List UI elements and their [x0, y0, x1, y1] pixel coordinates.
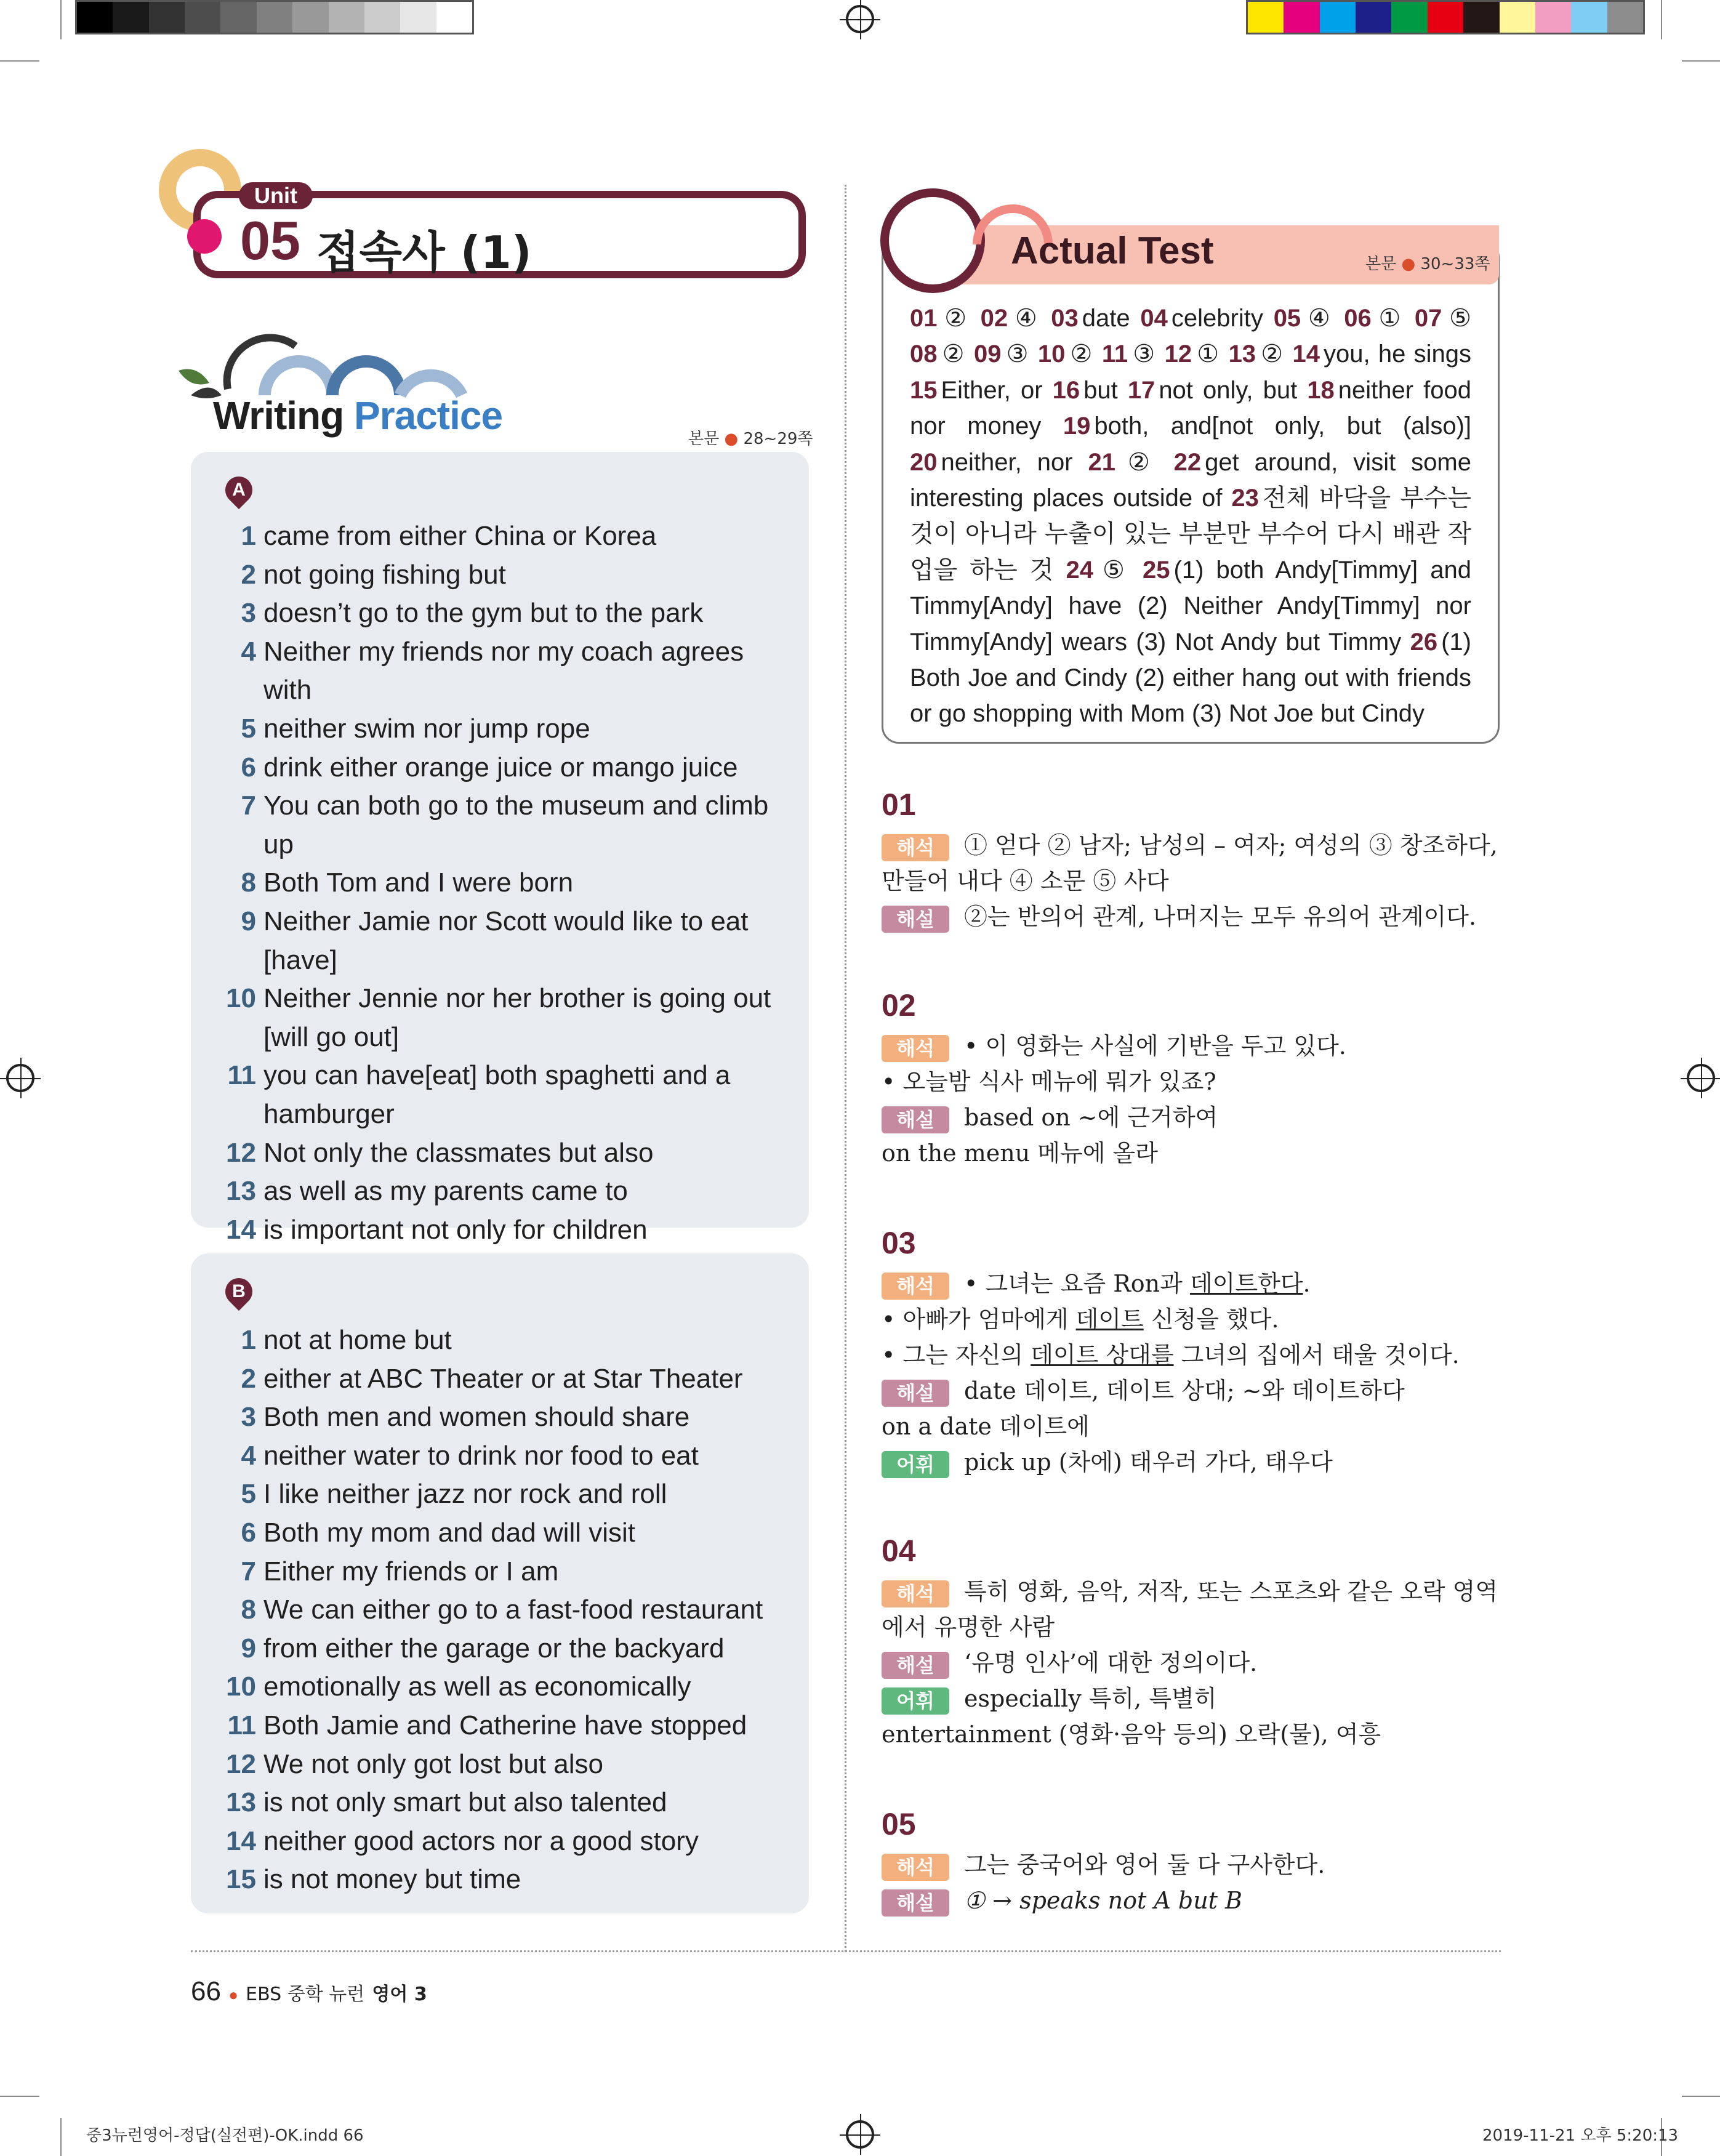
ref-pages: 28~29쪽 — [743, 430, 813, 448]
q02-haeseol-2: on the menu 메뉴에 올라 — [882, 1140, 1158, 1167]
item-number: 9 — [241, 906, 256, 936]
answer-item — [910, 377, 1043, 404]
haeseok-tag: 해석 — [882, 834, 949, 861]
answer-value: ③ — [1131, 340, 1157, 368]
item-text: from either the garage or the backyard — [263, 1633, 725, 1663]
answer-value: ④ — [1011, 305, 1041, 332]
color-swatch — [436, 2, 472, 33]
answer-number: 12 — [1164, 340, 1192, 368]
list-item — [191, 594, 809, 633]
item-text: Not only the classmates but also — [263, 1137, 654, 1168]
bullet-dot-icon: ● — [724, 430, 739, 448]
item-text: We can either go to a fast-food restaurant — [263, 1595, 763, 1625]
answer-item — [1063, 412, 1471, 440]
answer-number: 11 — [1101, 340, 1128, 368]
footer-divider — [191, 1950, 1501, 1952]
list-item — [191, 1630, 809, 1668]
answer-value: but — [1083, 376, 1118, 404]
item-text: Neither my friends nor my coach agrees with — [263, 636, 744, 706]
haeseok-tag: 해석 — [882, 1854, 949, 1881]
item-number: 1 — [241, 521, 256, 551]
list-item — [191, 903, 809, 979]
color-swatch — [1571, 2, 1607, 33]
answer-number: 08 — [910, 340, 938, 368]
haeseok-tag: 해석 — [882, 1273, 949, 1300]
answer-item — [1140, 305, 1263, 332]
item-text: is not money but time — [263, 1864, 521, 1895]
process-color-bar — [1246, 0, 1645, 34]
answer-item — [910, 305, 970, 332]
answer-item — [1344, 305, 1404, 332]
registration-mark-icon — [846, 2120, 874, 2149]
item-text: Neither Jennie nor her brother is going out [will go out] — [263, 983, 771, 1052]
answer-value: ① — [1375, 305, 1405, 332]
q03-haeseok: 해석 • 그녀는 요즘 Ron과 데이트한다. — [882, 1266, 1500, 1301]
answer-item — [981, 305, 1041, 332]
q03-haeseol: 해설 date 데이트, 데이트 상대; ~와 데이트하다 — [882, 1373, 1500, 1409]
q05-haeseok: 해석 그는 중국어와 영어 둘 다 구사한다. — [882, 1847, 1500, 1883]
section-b-list — [191, 1321, 809, 1899]
answer-number: 16 — [1052, 376, 1080, 404]
color-swatch — [1284, 2, 1319, 33]
list-item — [191, 979, 809, 1056]
list-item — [191, 749, 809, 787]
answer-number: 06 — [1344, 305, 1372, 332]
question-01-body — [882, 827, 1500, 935]
answer-number: 17 — [1127, 376, 1155, 404]
item-number: 9 — [241, 1633, 256, 1663]
trim-mark — [0, 2096, 39, 2097]
item-text: neither water to drink nor food to eat — [263, 1440, 699, 1471]
answer-value: ⑤ — [1445, 305, 1471, 332]
list-item — [191, 1172, 809, 1211]
section-a-list — [191, 517, 809, 1288]
item-text: not going fishing but — [263, 559, 506, 590]
answer-item — [1274, 305, 1334, 332]
answer-value: ② — [941, 340, 966, 368]
answer-number: 25 — [1143, 556, 1170, 584]
item-number: 11 — [227, 1060, 256, 1091]
haeseok-tag: 해석 — [882, 1035, 949, 1062]
q04-haeseok: 해석 특히 영화, 음악, 저작, 또는 스포츠와 같은 오락 영역에서 유명한 사람 — [882, 1578, 1498, 1641]
item-number: 7 — [241, 790, 256, 821]
section-a-panel — [191, 452, 809, 1245]
item-number: 3 — [241, 598, 256, 629]
actual-test-answers — [910, 300, 1471, 732]
item-text: We not only got lost but also — [263, 1748, 603, 1779]
answer-number: 24 — [1066, 556, 1094, 584]
color-swatch — [1428, 2, 1463, 33]
answer-item — [910, 449, 1073, 476]
list-item — [191, 864, 809, 903]
answer-item — [1229, 340, 1285, 368]
writing-practice-title-black: Writing — [213, 393, 344, 438]
answer-item — [1038, 340, 1094, 368]
list-item — [191, 1056, 809, 1133]
answer-value: both, and[not only, but (also)] — [1094, 412, 1471, 440]
list-item — [191, 1822, 809, 1861]
answer-value: ④ — [1304, 305, 1334, 332]
item-number: 6 — [241, 1517, 256, 1548]
question-number: 05 — [882, 1807, 916, 1841]
color-swatch — [220, 2, 256, 33]
answer-number: 07 — [1414, 305, 1442, 332]
sprout-icon — [905, 217, 966, 272]
column-divider — [845, 185, 846, 1952]
item-text: emotionally as well as economically — [263, 1671, 691, 1702]
color-swatch — [1535, 2, 1571, 33]
answer-value: ② — [1119, 448, 1159, 476]
color-swatch — [1248, 2, 1284, 33]
item-number: 1 — [241, 1325, 256, 1355]
haeseol-tag: 해설 — [882, 1106, 949, 1133]
item-text: Neither Jamie nor Scott would like to eat [have] — [263, 906, 749, 975]
question-03-body — [882, 1266, 1500, 1480]
item-number: 13 — [226, 1787, 256, 1818]
item-number: 6 — [241, 752, 256, 782]
item-text: neither good actors nor a good story — [263, 1825, 699, 1856]
color-swatch — [1391, 2, 1427, 33]
answer-item — [974, 340, 1030, 368]
color-swatch — [77, 2, 113, 33]
list-item — [191, 1553, 809, 1591]
answer-number: 15 — [910, 376, 938, 404]
eohwi-tag: 어휘 — [882, 1451, 949, 1478]
list-item — [191, 517, 809, 556]
item-number: 10 — [226, 983, 256, 1014]
writing-practice-title — [213, 393, 502, 438]
answer-number: 22 — [1173, 448, 1202, 476]
section-b-badge: B — [220, 1273, 258, 1311]
ref-pages: 30~33쪽 — [1420, 255, 1490, 273]
item-number: 2 — [241, 1363, 256, 1394]
unit-number: 05 — [240, 210, 300, 271]
bullet-dot-icon: ● — [1401, 255, 1416, 273]
haeseol-tag: 해설 — [882, 1889, 949, 1917]
color-swatch — [1356, 2, 1391, 33]
section-b-panel — [191, 1253, 809, 1913]
color-swatch — [364, 2, 400, 33]
answer-number: 21 — [1088, 448, 1115, 476]
answer-value: ③ — [1005, 340, 1030, 368]
item-number: 3 — [241, 1402, 256, 1433]
item-text: Both Tom and I were born — [263, 867, 574, 898]
answer-value: date — [1082, 305, 1130, 332]
page-footer — [191, 1976, 427, 2007]
item-number: 4 — [241, 1440, 256, 1471]
answer-value: not only, but — [1159, 376, 1298, 404]
list-item — [191, 1784, 809, 1822]
answer-value: you, he sings — [1324, 340, 1472, 368]
list-item — [191, 1860, 809, 1899]
unit-dot-decoration — [187, 219, 222, 254]
registration-mark-icon — [846, 5, 874, 33]
trim-mark — [60, 2118, 62, 2156]
haeseol-tag: 해설 — [882, 1652, 949, 1679]
list-item — [191, 1321, 809, 1360]
footer-subject: 영어 3 — [372, 1984, 427, 2005]
slug-file: 중3뉴런영어-정답(실전편)-OK.indd 66 — [86, 2126, 364, 2145]
trim-mark — [1682, 60, 1720, 62]
actual-test-page-ref — [1365, 251, 1490, 274]
list-item — [191, 1211, 809, 1250]
q03-haeseol-2: on a date 데이트에 — [882, 1413, 1090, 1440]
haeseol-tag: 해설 — [882, 906, 949, 933]
item-text: Both Jamie and Catherine have stopped — [263, 1710, 747, 1740]
footer-book: EBS 중학 뉴런 — [246, 1984, 365, 2005]
answer-value: ⑤ — [1097, 556, 1130, 584]
answer-number: 26 — [1410, 628, 1438, 656]
list-item — [191, 1745, 809, 1784]
item-text: came from either China or Korea — [263, 521, 657, 551]
page-number: 66 — [191, 1976, 221, 2006]
color-swatch — [400, 2, 436, 33]
item-text: is important not only for children — [263, 1214, 648, 1245]
footer-dot-icon: ● — [228, 1985, 238, 2004]
list-item — [191, 1398, 809, 1437]
answer-number: 02 — [980, 305, 1008, 332]
answer-number: 05 — [1273, 305, 1301, 332]
haeseok-tag: 해석 — [882, 1580, 949, 1607]
q04-eohwi-2: entertainment (영화·음악 등의) 오락(물), 여흥 — [882, 1721, 1381, 1748]
answer-value: 전체 바닥을 부수는 것이 아니라 누출이 있는 부분만 부수어 다시 배관 작업을 하는 것 — [910, 485, 1471, 584]
answer-number: 03 — [1051, 305, 1079, 332]
item-number: 4 — [241, 636, 256, 667]
answer-item — [1053, 377, 1118, 404]
q05-haeseol: 해설 ① → speaks not A but B — [882, 1883, 1500, 1918]
item-number: 12 — [226, 1748, 256, 1779]
item-text: not at home but — [263, 1325, 452, 1355]
list-item — [191, 1668, 809, 1707]
answer-value: celebrity — [1171, 305, 1263, 332]
answer-number: 23 — [1231, 485, 1259, 512]
item-number: 13 — [226, 1176, 256, 1207]
answer-item — [1165, 340, 1221, 368]
q03-haeseok-3: • 그는 자신의 데이트 상대를 그녀의 집에서 태울 것이다. — [882, 1341, 1460, 1369]
question-05-body — [882, 1847, 1500, 1918]
item-text: as well as my parents came to — [263, 1176, 628, 1207]
q04-eohwi: 어휘 especially 특히, 특별히 — [882, 1681, 1500, 1716]
answer-value: ② — [1260, 340, 1285, 368]
writing-practice-page-ref — [688, 426, 813, 449]
answer-number: 13 — [1228, 340, 1256, 368]
q02-haeseok-2: • 오늘밤 식사 메뉴에 뭐가 있죠? — [882, 1068, 1216, 1095]
item-number: 10 — [226, 1671, 256, 1702]
answer-value: ② — [941, 305, 970, 332]
q01-haeseok: 해석 ① 얻다 ② 남자; 남성의 – 여자; 여성의 ③ 창조하다, 만들어 내다 ④ 소문 ⑤ 사다 — [882, 832, 1498, 895]
color-swatch — [257, 2, 292, 33]
gray-color-bar — [75, 0, 474, 34]
answer-item — [1415, 305, 1471, 332]
trim-mark — [0, 60, 39, 62]
item-text: you can have[eat] both spaghetti and a hamburger — [263, 1060, 731, 1129]
item-number: 14 — [226, 1825, 256, 1856]
registration-mark-icon — [6, 1064, 34, 1092]
color-swatch — [1463, 2, 1499, 33]
color-swatch — [329, 2, 364, 33]
answer-number: 09 — [973, 340, 1002, 368]
trim-mark — [60, 0, 62, 39]
q03-haeseok-2: • 아빠가 엄마에게 데이트 신청을 했다. — [882, 1306, 1279, 1333]
answer-number: 20 — [910, 448, 938, 476]
list-item — [191, 1475, 809, 1514]
writing-practice-arches-icon — [172, 321, 468, 401]
answer-value: get around, visit some interesting places outside of — [910, 448, 1471, 512]
q02-haeseok: 해석 • 이 영화는 사실에 기반을 두고 있다. — [882, 1028, 1500, 1064]
q04-haeseol: 해설 ‘유명 인사’에 대한 정의이다. — [882, 1645, 1500, 1681]
item-text: You can both go to the museum and climb up — [263, 790, 769, 859]
item-number: 8 — [241, 1595, 256, 1625]
list-item — [191, 1514, 809, 1553]
answer-number: 10 — [1037, 340, 1066, 368]
section-a-badge: A — [220, 471, 258, 509]
question-04-body — [882, 1574, 1500, 1752]
question-number: 01 — [882, 787, 916, 822]
list-item — [191, 1360, 809, 1399]
unit-tag: Unit — [239, 182, 313, 209]
item-number: 7 — [241, 1556, 256, 1587]
answer-item — [1088, 449, 1159, 476]
answer-number: 04 — [1140, 305, 1168, 332]
writing-practice-title-blue: Practice — [354, 393, 503, 438]
ref-label: 본문 — [1365, 255, 1397, 273]
slug-date: 2019-11-21 오후 5:20:13 — [1482, 2126, 1679, 2145]
list-item — [191, 1591, 809, 1630]
q01-haeseol: 해설 ②는 반의어 관계, 나머지는 모두 유의어 관계이다. — [882, 899, 1500, 935]
registration-mark-icon — [1687, 1064, 1715, 1092]
answer-value: (1) both Andy[Timmy] and Timmy[Andy] have (2) Neither Andy[Timmy] nor Timmy[Andy] wears (3) Not Andy but Timmy — [910, 556, 1472, 656]
item-text: Either my friends or I am — [263, 1556, 559, 1587]
item-text: drink either orange juice or mango juice — [263, 752, 738, 782]
ref-label: 본문 — [688, 430, 720, 448]
item-number: 2 — [241, 559, 256, 590]
answer-number: 19 — [1063, 412, 1091, 440]
item-text: neither swim nor jump rope — [263, 713, 590, 744]
eohwi-tag: 어휘 — [882, 1687, 949, 1715]
item-number: 15 — [226, 1864, 256, 1895]
item-text: doesn’t go to the gym but to the park — [263, 598, 704, 629]
color-swatch — [185, 2, 220, 33]
answer-item — [1066, 557, 1130, 584]
question-number: 04 — [882, 1534, 916, 1568]
answer-value: (1) Both Joe and Cindy (2) either hang out with friends or go shopping with Mom (3) Not Joe but Cindy — [910, 628, 1471, 728]
item-text: either at ABC Theater or at Star Theater — [263, 1363, 743, 1394]
color-swatch — [149, 2, 185, 33]
item-text: Both my mom and dad will visit — [263, 1517, 635, 1548]
answer-value: ② — [1069, 340, 1094, 368]
list-item — [191, 787, 809, 864]
answer-value: neither food nor money — [910, 376, 1471, 440]
answer-value: ① — [1196, 340, 1221, 368]
list-item — [191, 1707, 809, 1745]
item-number: 12 — [226, 1137, 256, 1168]
question-02-body — [882, 1028, 1500, 1171]
color-swatch — [1320, 2, 1356, 33]
q02-haeseol: 해설 based on ~에 근거하여 — [882, 1100, 1500, 1135]
list-item — [191, 556, 809, 595]
list-item — [191, 710, 809, 749]
item-number: 11 — [227, 1710, 256, 1740]
trim-mark — [1661, 0, 1662, 39]
trim-mark — [1682, 2096, 1720, 2097]
item-number: 8 — [241, 867, 256, 898]
answer-value: Either, or — [941, 376, 1043, 404]
question-number: 02 — [882, 988, 916, 1023]
list-item — [191, 1134, 809, 1173]
item-text: Both men and women should share — [263, 1402, 690, 1433]
answer-item — [1128, 377, 1297, 404]
color-swatch — [292, 2, 328, 33]
item-number: 5 — [241, 713, 256, 744]
q03-eohwi: 어휘 pick up (차에) 태우러 가다, 태우다 — [882, 1444, 1500, 1480]
question-number: 03 — [882, 1226, 916, 1260]
color-swatch — [113, 2, 148, 33]
haeseol-tag: 해설 — [882, 1380, 949, 1407]
item-number: 14 — [226, 1214, 256, 1245]
list-item — [191, 1437, 809, 1476]
answer-number: 14 — [1292, 340, 1320, 368]
answer-number: 01 — [910, 305, 938, 332]
answer-item — [1293, 340, 1472, 368]
unit-title: 접속사 (1) — [316, 227, 532, 278]
actual-test-title: Actual Test — [1011, 230, 1214, 272]
answer-item — [1102, 340, 1156, 368]
item-number: 5 — [241, 1479, 256, 1510]
color-swatch — [1500, 2, 1535, 33]
item-text: is not only smart but also talented — [263, 1787, 667, 1818]
answer-number: 18 — [1307, 376, 1335, 404]
color-swatch — [1607, 2, 1643, 33]
answer-value: neither, nor — [941, 448, 1073, 476]
item-text: I like neither jazz nor rock and roll — [263, 1479, 667, 1510]
answer-item — [1051, 305, 1130, 332]
list-item — [191, 633, 809, 710]
answer-item — [910, 340, 966, 368]
